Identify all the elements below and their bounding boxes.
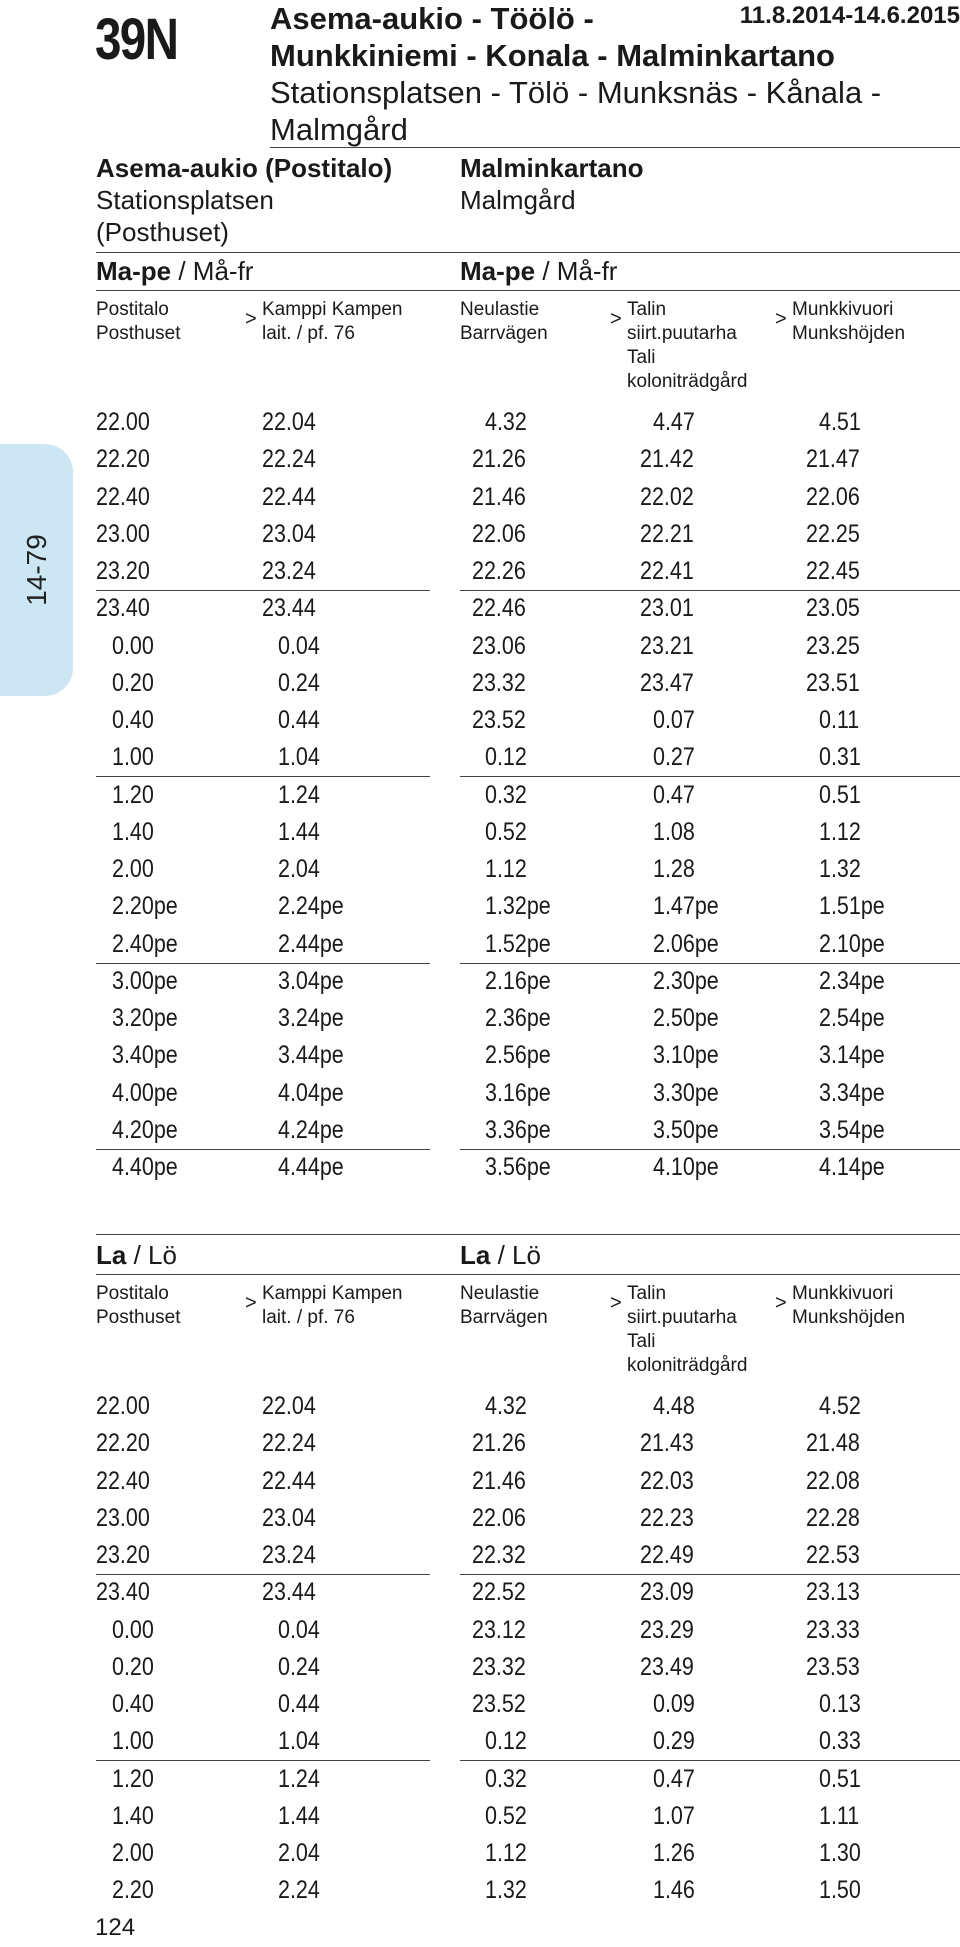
time-cell: 2.30pe — [653, 966, 719, 995]
time-cell: 0.20 — [112, 1652, 154, 1681]
time-cell: 22.06 — [472, 1503, 526, 1532]
time-cell: 23.12 — [472, 1615, 526, 1644]
time-cell: 2.50pe — [653, 1004, 719, 1032]
time-cell: 0.44 — [278, 1690, 320, 1718]
day-sep: / — [126, 1240, 149, 1270]
time-cell: 1.11 — [819, 1801, 860, 1830]
time-cell: 23.33 — [806, 1615, 860, 1644]
time-cell: 1.44 — [278, 817, 320, 846]
stop-label: Posthuset — [96, 1307, 181, 1328]
time-cell: 23.20 — [96, 557, 150, 585]
stop-label: Postitalo — [96, 1283, 169, 1304]
time-cell: 1.24 — [278, 780, 320, 809]
direction-right-sv: Malmgård — [460, 185, 576, 215]
time-cell: 2.54pe — [819, 1004, 885, 1032]
group-divider — [96, 1574, 430, 1575]
time-cell: 1.04 — [278, 1727, 320, 1756]
time-cell: 22.26 — [472, 557, 526, 585]
stop-label: Munkshöjden — [792, 1307, 906, 1328]
arrow-glyph: > — [610, 1292, 622, 1314]
time-cell: 4.20pe — [112, 1115, 178, 1144]
direction-left-fi: Asema-aukio (Postitalo) — [96, 153, 393, 183]
time-cell: 21.48 — [806, 1429, 860, 1458]
time-cell: 2.00 — [112, 1839, 154, 1867]
time-cell: 3.34pe — [819, 1078, 885, 1107]
validity-dates: 11.8.2014-14.6.2015 — [739, 2, 960, 29]
time-cell: 22.44 — [262, 1466, 316, 1495]
time-cell: 1.24 — [278, 1764, 320, 1793]
time-cell: 1.12 — [819, 817, 861, 846]
day-fi: La — [460, 1240, 491, 1270]
time-cell: 23.13 — [806, 1578, 860, 1607]
time-cell: 0.12 — [485, 1727, 527, 1756]
time-cell: 22.23 — [640, 1503, 694, 1532]
time-cell: 1.32pe — [485, 892, 551, 921]
weekend-heading-left — [96, 1240, 177, 1271]
time-cell: 23.05 — [806, 594, 860, 623]
stop-label: siirt.puutarha — [627, 1307, 737, 1328]
weekday-heading-left — [96, 256, 253, 287]
time-cell: 22.46 — [472, 594, 526, 623]
time-cell: 4.04pe — [278, 1078, 344, 1107]
time-cell: 1.28 — [653, 855, 695, 883]
time-cell: 23.53 — [806, 1652, 860, 1681]
time-cell: 22.53 — [806, 1541, 860, 1569]
time-cell: 0.52 — [485, 1801, 527, 1830]
time-cell: 23.25 — [806, 631, 860, 660]
time-cell: 22.28 — [806, 1503, 860, 1532]
time-cell: 21.42 — [640, 445, 694, 474]
divider — [96, 290, 960, 291]
time-cell: 22.06 — [806, 482, 860, 511]
time-cell: 4.44pe — [278, 1153, 344, 1181]
time-cell: 1.20 — [112, 1764, 154, 1793]
time-cell: 0.32 — [485, 1764, 527, 1793]
day-sv: Lö — [148, 1240, 177, 1270]
group-divider — [96, 1760, 430, 1761]
group-divider — [96, 590, 430, 591]
time-cell: 23.24 — [262, 557, 316, 585]
stop-label: koloniträdgård — [627, 1355, 748, 1376]
time-cell: 23.51 — [806, 668, 860, 697]
time-cell: 22.04 — [262, 408, 316, 436]
time-cell: 4.32 — [485, 1392, 527, 1420]
time-cell: 23.44 — [262, 1578, 316, 1607]
time-cell: 0.32 — [485, 780, 527, 809]
time-cell: 22.41 — [640, 557, 694, 585]
time-cell: 22.44 — [262, 482, 316, 511]
time-cell: 1.52pe — [485, 929, 551, 958]
time-cell: 23.52 — [472, 706, 526, 734]
stop-label: lait. / pf. 76 — [262, 323, 355, 344]
day-sep: / — [171, 256, 193, 286]
time-cell: 1.46 — [653, 1876, 695, 1905]
time-cell: 0.40 — [112, 706, 154, 734]
time-cell: 3.20pe — [112, 1004, 178, 1032]
time-cell: 0.20 — [112, 668, 154, 697]
stop-label: Munkkivuori — [792, 1283, 894, 1304]
time-cell: 1.51pe — [819, 892, 885, 921]
time-cell: 0.00 — [112, 1615, 154, 1644]
group-divider — [96, 1149, 430, 1150]
time-cell: 23.32 — [472, 1652, 526, 1681]
time-cell: 2.20pe — [112, 892, 178, 921]
time-cell: 3.56pe — [485, 1153, 551, 1181]
time-cell: 23.52 — [472, 1690, 526, 1718]
time-cell: 0.47 — [653, 1764, 695, 1793]
time-cell: 4.10pe — [653, 1153, 719, 1181]
time-cell: 23.24 — [262, 1541, 316, 1569]
time-cell: 0.07 — [653, 706, 695, 734]
time-cell: 2.24pe — [278, 892, 344, 921]
divider — [270, 147, 960, 148]
time-cell: 23.00 — [96, 1503, 150, 1532]
day-sep: / — [490, 1240, 513, 1270]
time-cell: 23.01 — [640, 594, 694, 623]
group-divider — [460, 1574, 960, 1575]
time-cell: 22.03 — [640, 1466, 694, 1495]
time-cell: 22.21 — [640, 519, 694, 548]
section-tab — [0, 444, 73, 696]
stop-label: Barrvägen — [460, 323, 548, 344]
time-cell: 0.12 — [485, 743, 527, 772]
time-cell: 0.00 — [112, 631, 154, 660]
time-cell: 0.44 — [278, 706, 320, 734]
divider — [96, 1274, 960, 1275]
time-cell: 1.00 — [112, 743, 154, 772]
time-cell: 2.24 — [278, 1876, 320, 1905]
title-fi-line1: Asema-aukio - Töölö - — [270, 1, 594, 36]
time-cell: 23.06 — [472, 631, 526, 660]
time-cell: 23.44 — [262, 594, 316, 623]
time-cell: 2.56pe — [485, 1041, 551, 1070]
time-cell: 1.50 — [819, 1876, 861, 1905]
time-cell: 3.14pe — [819, 1041, 885, 1070]
time-cell: 21.26 — [472, 1429, 526, 1458]
group-divider — [96, 776, 430, 777]
time-cell: 1.00 — [112, 1727, 154, 1756]
time-cell: 21.43 — [640, 1429, 694, 1458]
time-cell: 21.46 — [472, 482, 526, 511]
time-cell: 23.09 — [640, 1578, 694, 1607]
time-cell: 1.04 — [278, 743, 320, 772]
time-cell: 1.47pe — [653, 892, 719, 921]
time-cell: 0.11 — [819, 706, 860, 734]
time-cell: 1.32 — [819, 855, 861, 883]
direction-right-fi: Malminkartano — [460, 153, 644, 183]
stop-label: Talin — [627, 299, 667, 320]
time-cell: 2.04 — [278, 1839, 320, 1867]
stop-label: Barrvägen — [460, 1307, 548, 1328]
time-cell: 22.40 — [96, 482, 150, 511]
group-divider — [460, 1760, 960, 1761]
time-cell: 3.36pe — [485, 1115, 551, 1144]
stop-label: koloniträdgård — [627, 371, 748, 392]
time-cell: 1.30 — [819, 1839, 861, 1867]
title-sv-line1: Stationsplatsen - Tölö - Munksnäs - Kånala - — [270, 75, 882, 110]
time-cell: 3.40pe — [112, 1041, 178, 1070]
time-cell: 22.25 — [806, 519, 860, 548]
time-cell: 2.34pe — [819, 966, 885, 995]
time-cell: 22.40 — [96, 1466, 150, 1495]
time-cell: 0.47 — [653, 780, 695, 809]
title-fi-line2: Munkkiniemi - Konala - Malminkartano — [270, 38, 835, 73]
time-cell: 23.49 — [640, 1652, 694, 1681]
time-cell: 1.32 — [485, 1876, 527, 1905]
time-cell: 23.40 — [96, 1578, 150, 1607]
day-sep: / — [535, 256, 557, 286]
stop-label: Tali — [627, 347, 656, 368]
time-cell: 4.40pe — [112, 1153, 178, 1181]
time-cell: 23.29 — [640, 1615, 694, 1644]
time-cell: 23.32 — [472, 668, 526, 697]
time-cell: 0.04 — [278, 631, 320, 660]
time-cell: 1.26 — [653, 1839, 695, 1867]
stop-label: Postitalo — [96, 299, 169, 320]
time-cell: 0.24 — [278, 668, 320, 697]
stop-label: siirt.puutarha — [627, 323, 737, 344]
time-cell: 23.00 — [96, 519, 150, 548]
time-cell: 1.12 — [485, 855, 527, 883]
divider — [96, 1234, 960, 1235]
time-cell: 1.40 — [112, 817, 154, 846]
time-cell: 3.04pe — [278, 966, 344, 995]
time-cell: 21.26 — [472, 445, 526, 474]
time-cell: 21.47 — [806, 445, 860, 474]
route-number: 39N — [95, 7, 178, 72]
day-sv: Må-fr — [556, 256, 618, 286]
time-cell: 22.45 — [806, 557, 860, 585]
time-cell: 2.04 — [278, 855, 320, 883]
weekday-heading-right — [460, 256, 617, 287]
time-cell: 4.48 — [653, 1392, 695, 1420]
stop-label: Tali — [627, 1331, 656, 1352]
time-cell: 23.04 — [262, 1503, 316, 1532]
time-cell: 0.52 — [485, 817, 527, 846]
time-cell: 0.51 — [819, 780, 861, 809]
time-cell: 3.30pe — [653, 1078, 719, 1107]
title-sv-line2: Malmgård — [270, 112, 408, 147]
time-cell: 3.10pe — [653, 1041, 719, 1070]
direction-right — [460, 152, 644, 216]
weekend-heading-right — [460, 1240, 541, 1271]
time-cell: 2.44pe — [278, 929, 344, 958]
time-cell: 0.27 — [653, 743, 695, 772]
time-cell: 3.00pe — [112, 966, 178, 995]
time-cell: 22.32 — [472, 1541, 526, 1569]
time-cell: 0.09 — [653, 1690, 695, 1718]
time-cell: 0.31 — [819, 743, 861, 772]
page-number: 124 — [95, 1914, 136, 1941]
time-cell: 1.44 — [278, 1801, 320, 1830]
time-cell: 0.24 — [278, 1652, 320, 1681]
section-tab-label: 14-79 — [20, 534, 52, 606]
time-cell: 21.46 — [472, 1466, 526, 1495]
time-cell: 22.00 — [96, 1392, 150, 1420]
time-cell: 23.47 — [640, 668, 694, 697]
arrow-glyph: > — [610, 308, 622, 330]
direction-left-sv1: Stationsplatsen — [96, 185, 274, 215]
time-cell: 1.20 — [112, 780, 154, 809]
direction-left-sv2: (Posthuset) — [96, 217, 229, 247]
time-cell: 4.52 — [819, 1392, 861, 1420]
time-cell: 22.02 — [640, 482, 694, 511]
time-cell: 4.32 — [485, 408, 527, 436]
group-divider — [96, 963, 430, 964]
time-cell: 1.40 — [112, 1801, 154, 1830]
arrow-glyph: > — [775, 1292, 787, 1314]
stop-label: Talin — [627, 1283, 667, 1304]
time-cell: 22.00 — [96, 408, 150, 436]
time-cell: 0.04 — [278, 1615, 320, 1644]
day-sv: Må-fr — [192, 256, 254, 286]
time-cell: 4.14pe — [819, 1153, 885, 1181]
arrow-glyph: > — [775, 308, 787, 330]
group-divider — [460, 963, 960, 964]
time-cell: 3.24pe — [278, 1004, 344, 1032]
time-cell: 22.20 — [96, 1429, 150, 1458]
stop-label: Kamppi Kampen — [262, 1283, 403, 1304]
day-fi: Ma-pe — [460, 256, 536, 286]
stop-label: lait. / pf. 76 — [262, 1307, 355, 1328]
time-cell: 23.21 — [640, 631, 694, 660]
time-cell: 2.20 — [112, 1876, 154, 1905]
day-sv: Lö — [512, 1240, 541, 1270]
time-cell: 1.08 — [653, 817, 695, 846]
stop-label: Posthuset — [96, 323, 181, 344]
group-divider — [460, 776, 960, 777]
group-divider — [460, 590, 960, 591]
time-cell: 3.50pe — [653, 1115, 719, 1144]
time-cell: 23.04 — [262, 519, 316, 548]
time-cell: 23.40 — [96, 594, 150, 623]
stop-label: Munkkivuori — [792, 299, 894, 320]
time-cell: 3.44pe — [278, 1041, 344, 1070]
time-cell: 22.08 — [806, 1466, 860, 1495]
divider — [96, 252, 960, 253]
stop-label: Munkshöjden — [792, 323, 906, 344]
time-cell: 0.29 — [653, 1727, 695, 1756]
route-title — [270, 0, 960, 148]
time-cell: 2.36pe — [485, 1004, 551, 1032]
time-cell: 22.20 — [96, 445, 150, 474]
time-cell: 2.06pe — [653, 929, 719, 958]
time-cell: 1.12 — [485, 1839, 527, 1867]
time-cell: 2.40pe — [112, 929, 178, 958]
arrow-glyph: > — [245, 308, 257, 330]
time-cell: 2.16pe — [485, 966, 551, 995]
time-cell: 2.10pe — [819, 929, 885, 958]
time-cell: 0.33 — [819, 1727, 861, 1756]
time-cell: 4.47 — [653, 408, 695, 436]
time-cell: 22.52 — [472, 1578, 526, 1607]
stop-label: Neulastie — [460, 1283, 540, 1304]
time-cell: 22.06 — [472, 519, 526, 548]
time-cell: 22.49 — [640, 1541, 694, 1569]
direction-left — [96, 152, 392, 248]
day-fi: Ma-pe — [96, 256, 172, 286]
time-cell: 1.07 — [653, 1801, 695, 1830]
stop-label: Neulastie — [460, 299, 540, 320]
time-cell: 0.40 — [112, 1690, 154, 1718]
time-cell: 4.00pe — [112, 1078, 178, 1107]
day-fi: La — [96, 1240, 127, 1270]
stop-label: Kamppi Kampen — [262, 299, 403, 320]
time-cell: 22.24 — [262, 1429, 316, 1458]
arrow-glyph: > — [245, 1292, 257, 1314]
time-cell: 4.24pe — [278, 1115, 344, 1144]
time-cell: 0.51 — [819, 1764, 861, 1793]
time-cell: 22.24 — [262, 445, 316, 474]
group-divider — [460, 1149, 960, 1150]
time-cell: 3.16pe — [485, 1078, 551, 1107]
time-cell: 4.51 — [819, 408, 861, 436]
time-cell: 2.00 — [112, 855, 154, 883]
time-cell: 23.20 — [96, 1541, 150, 1569]
time-cell: 22.04 — [262, 1392, 316, 1420]
time-cell: 3.54pe — [819, 1115, 885, 1144]
time-cell: 0.13 — [819, 1690, 861, 1718]
